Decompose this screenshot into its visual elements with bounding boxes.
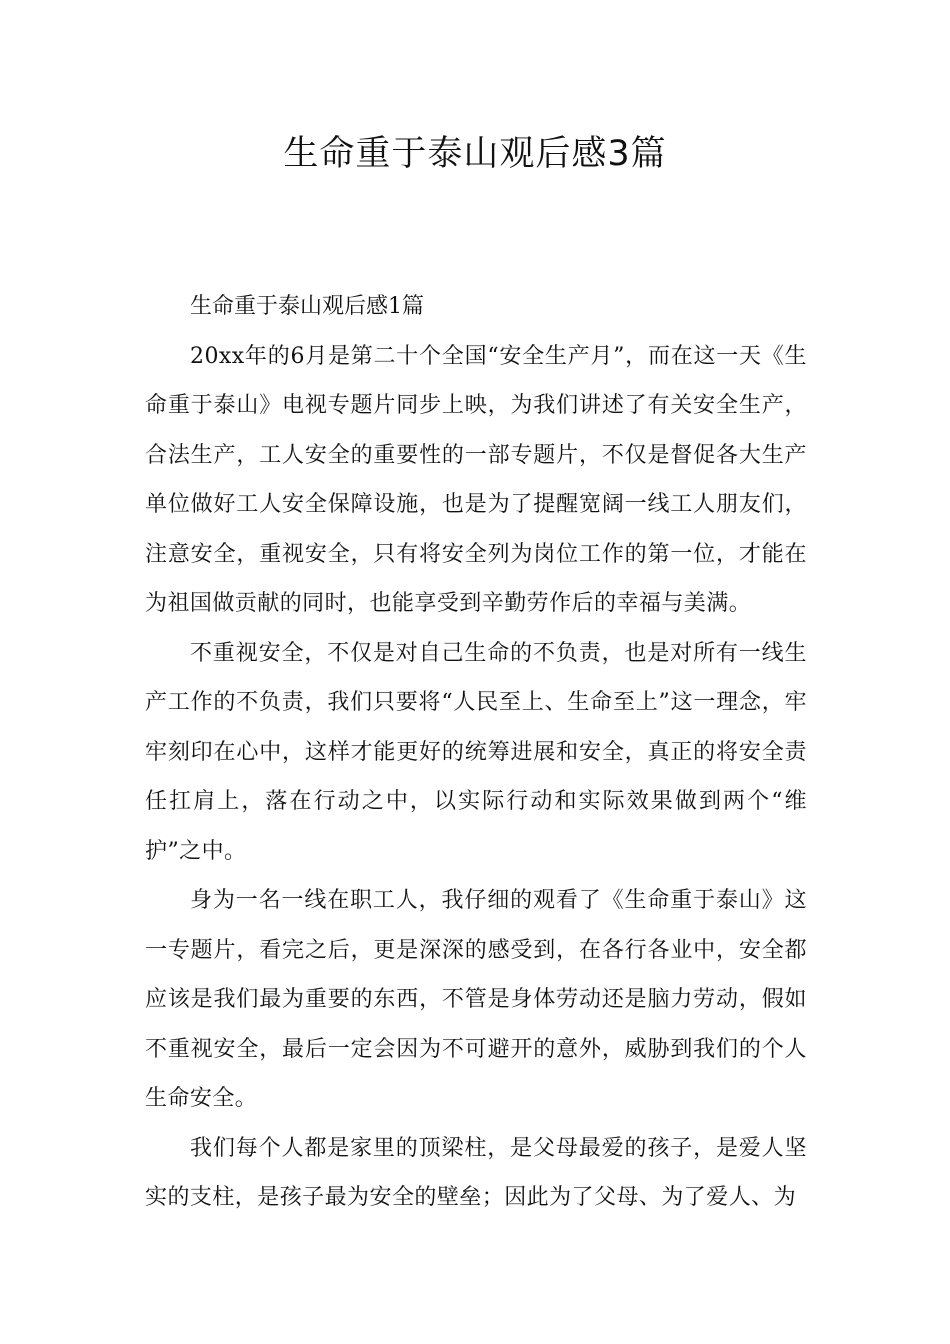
paragraph: 20xx年的6月是第二十个全国“安全生产月”，而在这一天《生命重于泰山》电视专题片同步上映，为我们讲述了有关安全生产，合法生产，工人安全的重要性的一部专题片，不仅是督促各大生产单位做好工人安全保障设施，也是为了提醒宽阔一线工人朋友们，注意安全，重视安全，只有将安全列为岗位工作的第一位，才能在为祖国做贡献的同时，也能享受到辛勤劳作后的幸福与美满。 [145,343,807,616]
paragraph: 身为一名一线在职工人，我仔细的观看了《生命重于泰山》这一专题片，看完之后，更是深深的感受到，在各行各业中，安全都应该是我们最为重要的东西，不管是身体劳动还是脑力劳动，假如不重视安全，最后一定会因为不可避开的意外，威胁到我们的个人生命安全。 [145,888,807,1111]
paragraph: 不重视安全，不仅是对自己生命的不负责，也是对所有一线生产工作的不负责，我们只要将“人民至上、生命至上”这一理念，牢牢刻印在心中，这样才能更好的统筹进展和安全，真正的将安全责任扛肩上，落在行动之中，以实际行动和实际效果做到两个“维护”之中。 [145,640,807,864]
document-title: 生命重于泰山观后感3篇 [283,134,667,174]
document-body [145,282,807,1223]
section-heading: 生命重于泰山观后感1篇 [190,294,424,319]
paragraph: 我们每个人都是家里的顶梁柱，是父母最爱的孩子，是爱人坚实的支柱，是孩子最为安全的壁垒；因此为了父母、为了爱人、为 [145,1135,807,1210]
